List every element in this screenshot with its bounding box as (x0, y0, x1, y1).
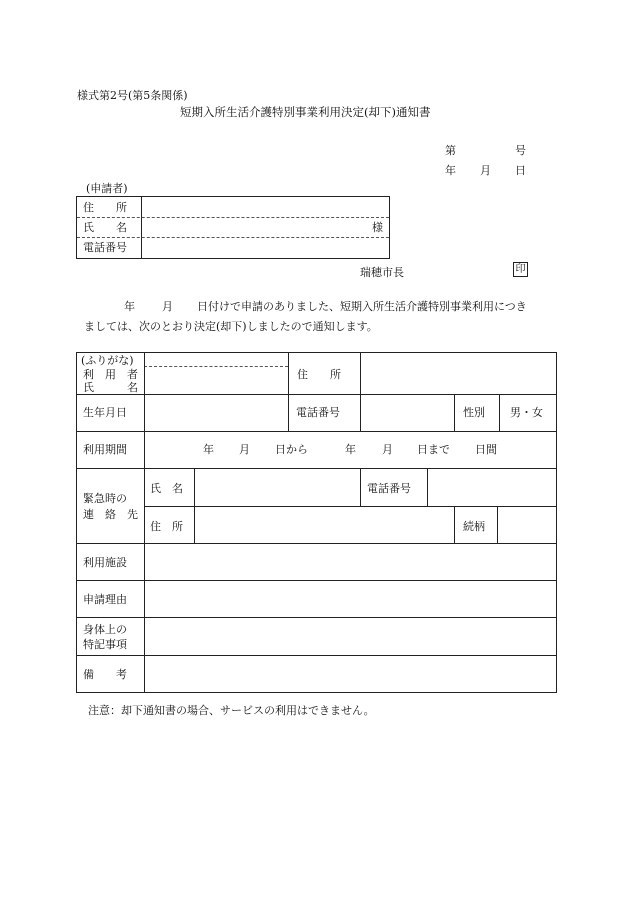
emergency-relation-field[interactable] (500, 509, 552, 541)
applicant-honorific: 様 (372, 221, 383, 234)
emergency-phone-field[interactable] (430, 471, 552, 503)
applicant-name-field[interactable] (143, 218, 363, 236)
period-to: 日まで (417, 443, 450, 456)
applicant-section-label: (申請者) (86, 182, 128, 195)
emergency-name-label: 氏 名 (150, 482, 183, 495)
user-label-2: 氏 名 (83, 381, 138, 394)
doc-number-label: 第 (445, 144, 456, 157)
user-furigana-field[interactable] (146, 354, 286, 365)
user-address-field[interactable] (363, 355, 553, 391)
birthdate-field[interactable] (146, 396, 286, 429)
date-day: 日 (515, 164, 526, 177)
main-table (76, 352, 557, 693)
reason-label: 申請理由 (83, 593, 127, 606)
applicant-phone-label: 電話番号 (83, 241, 127, 254)
emergency-label-2: 連 絡 先 (83, 508, 138, 521)
facility-field[interactable] (146, 546, 552, 578)
form-number: 様式第2号(第5条関係) (77, 89, 188, 102)
emergency-label-1: 緊急時の (83, 492, 127, 505)
applicant-address-field[interactable] (143, 198, 387, 216)
physical-label-2: 特記事項 (83, 638, 127, 651)
user-label-1: 利 用 者 (83, 368, 138, 381)
body-month: 月 (162, 300, 173, 313)
applicant-name-label: 氏 名 (83, 221, 127, 234)
physical-label-1: 身体上の (83, 623, 127, 636)
issuer-seal (513, 262, 528, 277)
applicant-address-label: 住 所 (83, 201, 127, 214)
body-line-1: 日付けで申請のありました、短期入所生活介護特別事業利用につき (197, 300, 527, 313)
phone-label: 電話番号 (296, 406, 340, 419)
physical-notes-field[interactable] (146, 620, 552, 653)
period-month-2: 月 (382, 443, 393, 456)
gender-label: 性別 (463, 406, 485, 419)
footer-note: 注意：却下通知書の場合、サービスの利用はできません。 (88, 704, 375, 717)
period-label: 利用期間 (83, 443, 127, 456)
date-year: 年 (445, 164, 456, 177)
period-year-2: 年 (345, 443, 356, 456)
document-title: 短期入所生活介護特別事業利用決定(却下)通知書 (180, 105, 431, 119)
emergency-relation-label: 続柄 (463, 520, 485, 533)
remarks-label: 備 考 (83, 668, 127, 681)
applicant-phone-field[interactable] (143, 238, 387, 256)
remarks-field[interactable] (146, 658, 552, 690)
birthdate-label: 生年月日 (83, 406, 127, 419)
phone-field[interactable] (363, 396, 452, 429)
period-from: 日から (275, 443, 308, 456)
emergency-address-label: 住 所 (150, 520, 183, 533)
emergency-address-field[interactable] (197, 509, 451, 541)
furigana-label: (ふりがな) (81, 354, 134, 367)
body-line-2: ましては、次のとおり決定(却下)しましたので通知します。 (84, 320, 378, 333)
doc-number-suffix: 号 (515, 144, 526, 157)
issuer-name: 瑞穂市長 (360, 266, 404, 279)
user-name-field[interactable] (146, 368, 286, 392)
facility-label: 利用施設 (83, 556, 127, 569)
seal-mark: 印 (513, 262, 528, 277)
body-year: 年 (124, 300, 135, 313)
address-label: 住 所 (297, 368, 341, 381)
emergency-phone-label: 電話番号 (367, 482, 411, 495)
emergency-name-field[interactable] (197, 471, 357, 503)
reason-field[interactable] (146, 583, 552, 615)
period-days: 日間 (475, 443, 497, 456)
gender-value[interactable]: 男・女 (510, 406, 543, 419)
date-month: 月 (480, 164, 491, 177)
applicant-box (76, 196, 390, 259)
period-month-1: 月 (239, 443, 250, 456)
period-year-1: 年 (203, 443, 214, 456)
